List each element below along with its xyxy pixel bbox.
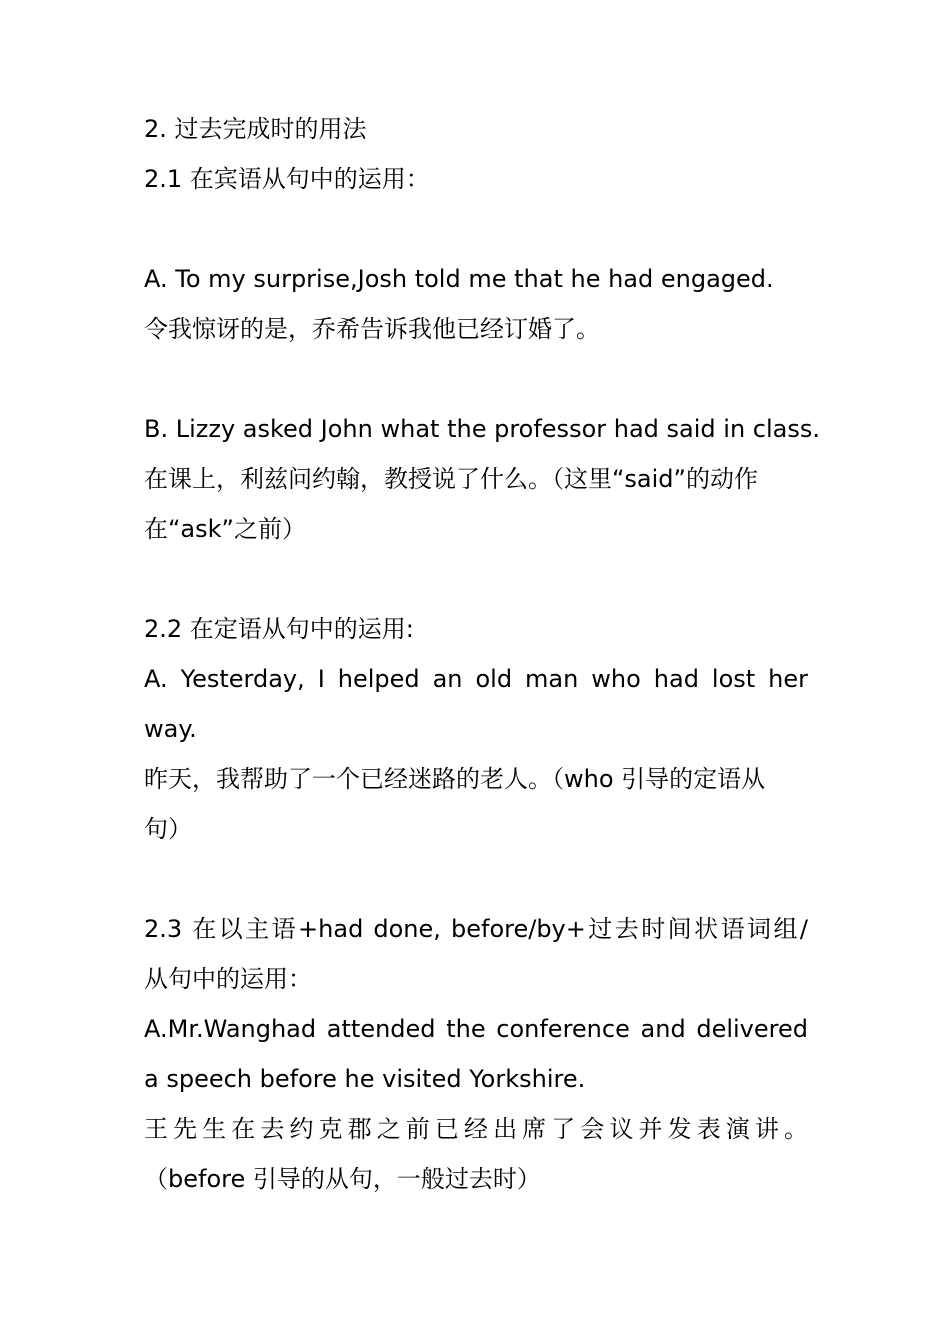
subsection-heading-2-3-line2: 从句中的运用： [144, 965, 312, 993]
example-2-2-a-english-line1: A. Yesterday, I helped an old man who had lost her [144, 665, 808, 693]
section-title: 2. 过去完成时的用法 [144, 115, 367, 143]
example-2-1-b-chinese-line1: 在课上，利兹问约翰，教授说了什么。（这里“said”的动作 [144, 465, 758, 493]
example-2-1-a-chinese: 令我惊讶的是，乔希告诉我他已经订婚了。 [144, 315, 600, 343]
document-page [144, 104, 820, 1204]
example-2-2-a-english-line2: way. [144, 715, 197, 743]
example-2-3-a-chinese-line1: 王先生在去约克郡之前已经出席了会议并发表演讲。 [144, 1115, 808, 1143]
example-2-2-a-chinese-line2: 句） [144, 815, 192, 843]
example-2-3-a-english-line1: A.Mr.Wanghad attended the conference and delivered [144, 1015, 808, 1043]
spacer [144, 204, 808, 254]
example-2-2-a-chinese-line1: 昨天，我帮助了一个已经迷路的老人。（who 引导的定语从 [144, 765, 766, 793]
example-2-3-a-english-line2: a speech before he visited Yorkshire. [144, 1065, 586, 1093]
spacer [144, 554, 808, 604]
spacer [144, 854, 808, 904]
example-2-1-a-english: A. To my surprise,Josh told me that he had engaged. [144, 265, 774, 293]
example-2-1-b-english: B. Lizzy asked John what the professor had said in class. [144, 415, 820, 443]
spacer [144, 354, 808, 404]
subsection-heading-2-3-line1: 2.3 在以主语+had done, before/by+过去时间状语词组/ [144, 915, 808, 943]
example-2-1-b-chinese-line2: 在“ask”之前） [144, 515, 306, 543]
subsection-heading-2-1: 2.1 在宾语从句中的运用： [144, 165, 430, 193]
example-2-3-a-chinese-line2: （before 引导的从句，一般过去时） [144, 1165, 541, 1193]
subsection-heading-2-2: 2.2 在定语从句中的运用: [144, 615, 414, 643]
